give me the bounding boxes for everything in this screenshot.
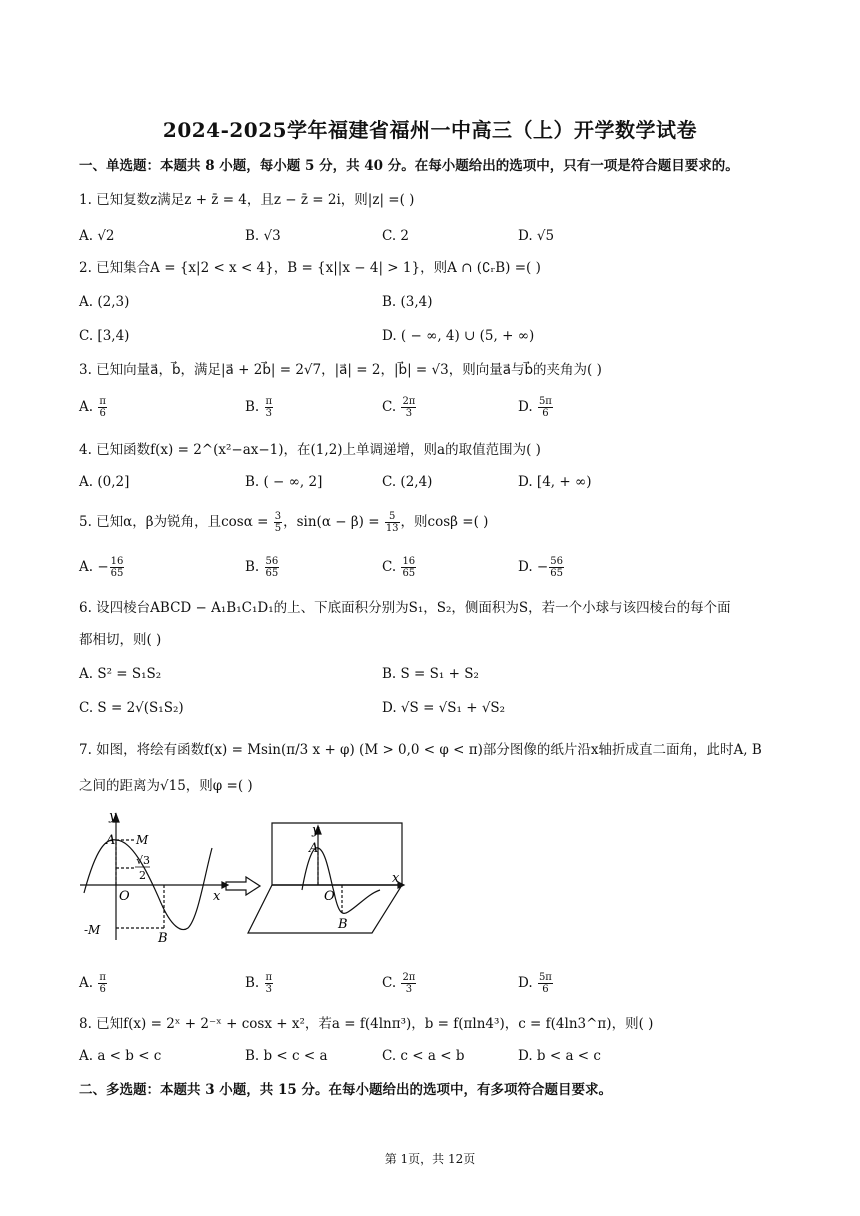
folded-curve [302, 848, 380, 914]
label-o-left: O [119, 889, 130, 904]
question-7-stem-line1: 7. 如图，将绘有函数f(x) = Msin(π/3 x + φ) (M > 0,0 < φ < π)部分图像的纸片沿x轴折成直二面角，此时A, B [79, 742, 762, 758]
q1-option-a: A. √2 [79, 228, 115, 244]
question-5-stem: 5. 已知α，β为锐角，且cosα = $\frac{3}{5}$ ，sin(α − β) = $\frac{5}{13}$ ，则cosβ =( ) [79, 511, 489, 534]
q8-option-c: C. c < a < b [382, 1048, 465, 1064]
label-two: 2 [139, 869, 146, 882]
q4-option-c: C. (2,4) [382, 474, 433, 490]
question-3-stem: 3. 已知向量a⃗，b⃗，满足|a⃗ + 2b⃗| = 2√7，|a⃗| = 2，|b⃗| = √3，则向量a⃗与b⃗的夹角为( ) [79, 362, 602, 378]
q2-option-a: A. (2,3) [79, 294, 130, 310]
q4-option-d: D. [4, + ∞) [518, 474, 592, 490]
question-2-stem: 2. 已知集合A = {x|2 < x < 4}，B = {x||x − 4| > 1}，则A ∩ (∁ᵣB) =( ) [79, 260, 541, 276]
q5-option-c: C. $\frac{16}{65}$ [382, 556, 416, 579]
q2-option-b: B. (3,4) [382, 294, 433, 310]
label-neg-m: -M [84, 923, 101, 937]
q6-option-d: D. √S = √S₁ + √S₂ [382, 700, 506, 716]
q7-figure [76, 808, 416, 946]
right-folded-figure [248, 823, 404, 933]
q1-option-c: C. 2 [382, 228, 410, 244]
q1-option-d: D. √5 [518, 228, 555, 244]
transform-arrow [226, 877, 260, 895]
page-title: 2024-2025学年福建省福州一中高三（上）开学数学试卷 [162, 118, 698, 142]
question-6-stem-line2: 都相切，则( ) [79, 632, 162, 648]
label-b-right: B [338, 917, 348, 932]
q8-option-d: D. b < a < c [518, 1048, 601, 1064]
page-footer: 第 1页，共 12页 [384, 1152, 476, 1166]
question-1-stem: 1. 已知复数z满足z + z̄ = 4，且z − z̄ = 2i，则|z| =( ) [79, 192, 415, 208]
q3-option-b: B. $\frac{\pi}{3}$ [245, 396, 273, 419]
q7-option-d: D. $\frac{5\pi}{6}$ [518, 972, 552, 995]
label-a-left: A [106, 833, 116, 848]
section-heading-single-choice: 一、单选题：本题共 8 小题，每小题 5 分，共 40 分。在每小题给出的选项中，只有一项是符合题目要求的。 [79, 158, 739, 174]
q5-option-b: B. $\frac{56}{65}$ [245, 556, 279, 579]
left-sine-graph [80, 814, 228, 940]
section-heading-multiple-choice: 二、多选题：本题共 3 小题，共 15 分。在每小题给出的选项中，有多项符合题目要求。 [79, 1082, 612, 1098]
label-a-right: A [309, 841, 319, 856]
q4-option-b: B. ( − ∞, 2] [245, 474, 323, 490]
q8-option-b: B. b < c < a [245, 1048, 328, 1064]
label-o-right: O [324, 889, 335, 904]
q5-option-d: D. − $\frac{56}{65}$ [518, 556, 563, 579]
question-8-stem: 8. 已知f(x) = 2ˣ + 2⁻ˣ + cosx + x²，若a = f(4lnπ³)，b = f(πln4³)，c = f(4ln3^π)，则( ) [79, 1016, 654, 1032]
vertical-plane [272, 823, 402, 885]
label-x-left: x [213, 889, 221, 904]
q7-option-a: A. $\frac{\pi}{6}$ [79, 972, 106, 995]
label-b-left: B [158, 931, 168, 946]
q3-option-c: C. $\frac{2\pi}{3}$ [382, 396, 416, 419]
q7-option-c: C. $\frac{2\pi}{3}$ [382, 972, 416, 995]
question-6-stem-line1: 6. 设四棱台ABCD − A₁B₁C₁D₁的上、下底面积分别为S₁，S₂，侧面积为S，若一个小球与该四棱台的每个面 [79, 600, 731, 616]
q6-option-a: A. S² = S₁S₂ [79, 666, 162, 682]
q8-option-a: A. a < b < c [79, 1048, 162, 1064]
q3-option-a: A. $\frac{\pi}{6}$ [79, 396, 106, 419]
label-y-left: y [109, 809, 117, 824]
q6-option-c: C. S = 2√(S₁S₂) [79, 700, 184, 716]
q7-option-b: B. $\frac{\pi}{3}$ [245, 972, 273, 995]
label-sqrt3: √3 [136, 854, 151, 867]
x-axis-arrow [222, 882, 228, 888]
q4-option-a: A. (0,2] [79, 474, 130, 490]
q2-option-c: C. [3,4) [79, 328, 130, 344]
q5-option-a: A. − $\frac{16}{65}$ [79, 556, 124, 579]
label-x-right: x [392, 871, 400, 886]
question-4-stem: 4. 已知函数f(x) = 2^(x²−ax−1)，在(1,2)上单调递增，则a的取值范围为( ) [79, 442, 541, 458]
q3-option-d: D. $\frac{5\pi}{6}$ [518, 396, 552, 419]
q2-option-d: D. ( − ∞, 4) ∪ (5, + ∞) [382, 328, 535, 344]
label-m: M [136, 833, 149, 847]
q6-option-b: B. S = S₁ + S₂ [382, 666, 479, 682]
question-7-stem-line2: 之间的距离为√15，则φ =( ) [79, 778, 253, 794]
label-y-right: y [312, 823, 320, 838]
q1-option-b: B. √3 [245, 228, 281, 244]
